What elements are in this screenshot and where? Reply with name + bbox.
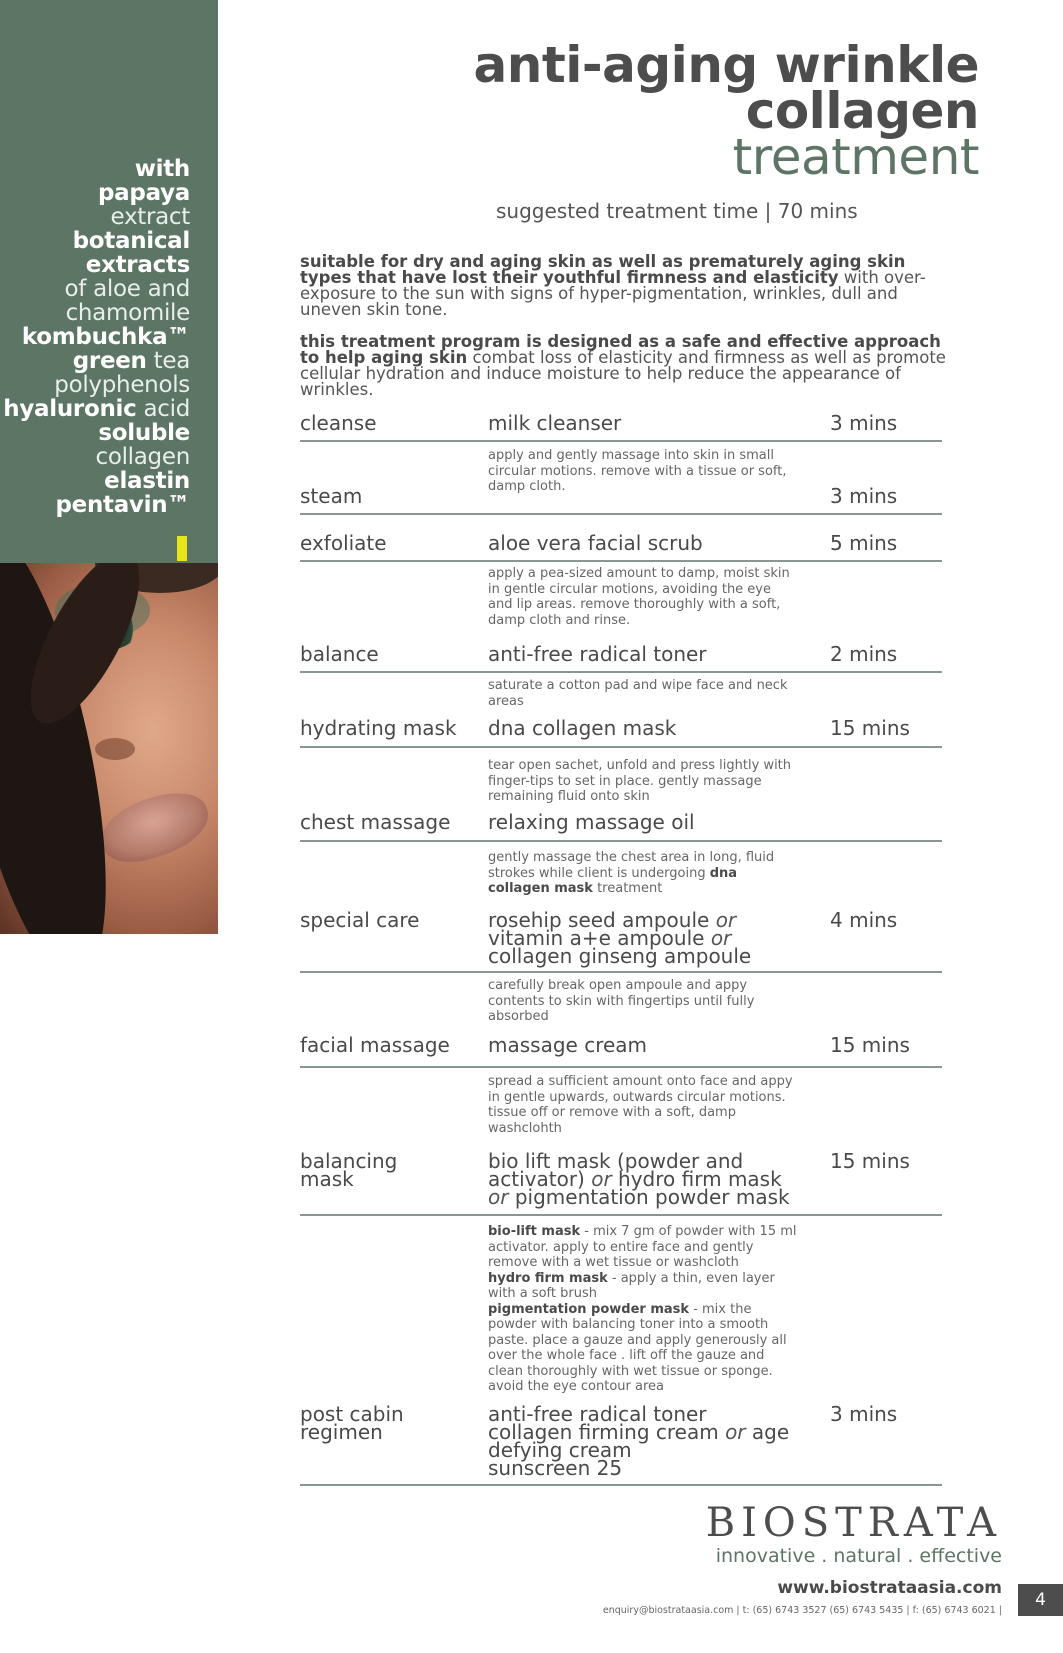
contact-info: enquiry@biostrataasia.com | t: (65) 6743 3527 (65) 6743 5435 | f: (65) 6743 6021 |	[602, 1605, 1002, 1616]
step-description: carefully break open ampoule and appy contents to skin with fingertips until fully absorbed	[488, 978, 755, 1024]
divider	[300, 440, 942, 442]
brand-tagline: innovative . natural . effective	[715, 1545, 1002, 1567]
website-link[interactable]: www.biostrataasia.com	[777, 1578, 1002, 1598]
step-product: anti-free radical toner collagen firming cream or age defying cream sunscreen 25	[488, 1402, 790, 1480]
step-name: balance	[300, 642, 379, 666]
step-name: special care	[300, 908, 420, 932]
step-product: anti-free radical toner	[488, 642, 707, 666]
page-number: 4	[1018, 1584, 1063, 1616]
ingredient-line: chamomile	[65, 300, 190, 326]
divider	[300, 1214, 942, 1216]
step-name: hydrating mask	[300, 716, 457, 740]
divider	[300, 971, 942, 973]
lips-shape	[94, 782, 217, 871]
step-name: exfoliate	[300, 531, 387, 555]
divider	[300, 840, 942, 842]
step-duration: 2 mins	[830, 642, 898, 666]
ingredient-line: elastin	[104, 468, 190, 494]
step-duration: 3 mins	[830, 1402, 898, 1426]
step-duration: 15 mins	[830, 1033, 910, 1057]
divider	[300, 746, 942, 748]
ingredient-line: of aloe and	[64, 276, 190, 302]
step-name: steam	[300, 484, 363, 508]
ingredient-line: polyphenols	[54, 372, 190, 398]
ingredient-line: papaya	[98, 180, 190, 206]
step-description: bio-lift mask - mix 7 gm of powder with 15 ml activator. apply to entire face and gently remove with a wet tissue or washcloth hydro firm mask - apply a thin, even layer with a soft brush pigmentation powder mask - mix the powder with balancing toner into a smooth paste. place a gauze and apply generously all over the whole face . lift off the gauze and clean thoroughly with wet tissue or sponge. avoid the eye contour area	[488, 1224, 797, 1394]
ingredient-line: extract	[110, 204, 190, 230]
step-description: gently massage the chest area in long, fluid strokes while client is undergoing dna collagen mask treatment	[488, 850, 775, 896]
step-product: dna collagen mask	[488, 716, 677, 740]
step-description: tear open sachet, unfold and press lightly with finger-tips to set in place. gently massage remaining fluid onto skin	[488, 758, 792, 804]
step-product: relaxing massage oil	[488, 810, 695, 834]
ingredient-line: with	[134, 156, 190, 182]
step-duration: 5 mins	[830, 531, 898, 555]
ingredient-line: hyaluronic acid	[3, 396, 190, 422]
step-product: aloe vera facial scrub	[488, 531, 703, 555]
step-product: massage cream	[488, 1033, 648, 1057]
intro-paragraph: this treatment program is designed as a safe and effective approach to help aging skin combat loss of elasticity and firmness as well as promote cellular hydration and induce moisture to help reduce the appearance of wrinkles.	[300, 332, 946, 399]
ingredient-line: kombuchka™	[21, 324, 190, 350]
step-duration: 4 mins	[830, 908, 898, 932]
title-line: treatment	[732, 128, 979, 186]
intro-text	[300, 254, 960, 414]
step-duration: 15 mins	[830, 716, 910, 740]
step-duration: 3 mins	[830, 411, 898, 435]
step-product: bio lift mask (powder and activator) or hydro firm mask or pigmentation powder mask	[488, 1149, 790, 1209]
step-description: spread a sufficient amount onto face and appy in gentle upwards, outwards circular motions. tissue off or remove with a soft, damp washclohth	[488, 1074, 793, 1136]
divider	[300, 1066, 942, 1068]
ingredient-line: botanical	[72, 228, 190, 254]
divider	[300, 513, 942, 515]
step-name: post cabin regimen	[300, 1402, 404, 1444]
step-name: balancing mask	[300, 1149, 398, 1191]
step-product: rosehip seed ampoule or vitamin a+e ampoule or collagen ginseng ampoule	[488, 908, 752, 968]
step-duration: 3 mins	[830, 484, 898, 508]
step-description: apply and gently massage into skin in small circular motions. remove with a tissue or soft, damp cloth.	[488, 448, 787, 494]
step-description: saturate a cotton pad and wipe face and neck areas	[488, 678, 788, 709]
ingredient-line: green tea	[72, 348, 190, 374]
step-description: apply a pea-sized amount to damp, moist skin in gentle circular motions, avoiding the eye and lip areas. remove thoroughly with a soft, damp cloth and rinse.	[488, 566, 790, 628]
divider	[300, 1484, 942, 1486]
treatment-time: suggested treatment time | 70 mins	[496, 199, 858, 223]
ingredients-sidebar	[0, 0, 218, 563]
ingredients-list	[3, 157, 190, 517]
ingredient-line: soluble	[98, 420, 190, 446]
divider	[300, 560, 942, 562]
page-title	[473, 36, 979, 186]
step-name: cleanse	[300, 411, 377, 435]
step-product: milk cleanser	[488, 411, 622, 435]
brand-logo: BIOSTRATA	[705, 1500, 1002, 1546]
step-name: facial massage	[300, 1033, 450, 1057]
step-name: chest massage	[300, 810, 451, 834]
title-line: anti-aging wrinkle	[473, 36, 979, 94]
ingredient-line: pentavin™	[55, 492, 190, 518]
model-face-photo	[0, 563, 218, 934]
accent-bar	[177, 536, 187, 561]
nose-shape	[95, 738, 135, 760]
ingredient-line: extracts	[85, 252, 190, 278]
intro-paragraph: suitable for dry and aging skin as well as prematurely aging skin types that have lost their youthful firmness and elasticity with over-exposure to the sun with signs of hyper-pigmentation, wrinkles, dull and uneven skin tone.	[300, 252, 926, 319]
title-line: collagen	[745, 82, 979, 140]
step-duration: 15 mins	[830, 1149, 910, 1173]
divider	[300, 671, 942, 673]
ingredient-line: collagen	[95, 444, 190, 470]
